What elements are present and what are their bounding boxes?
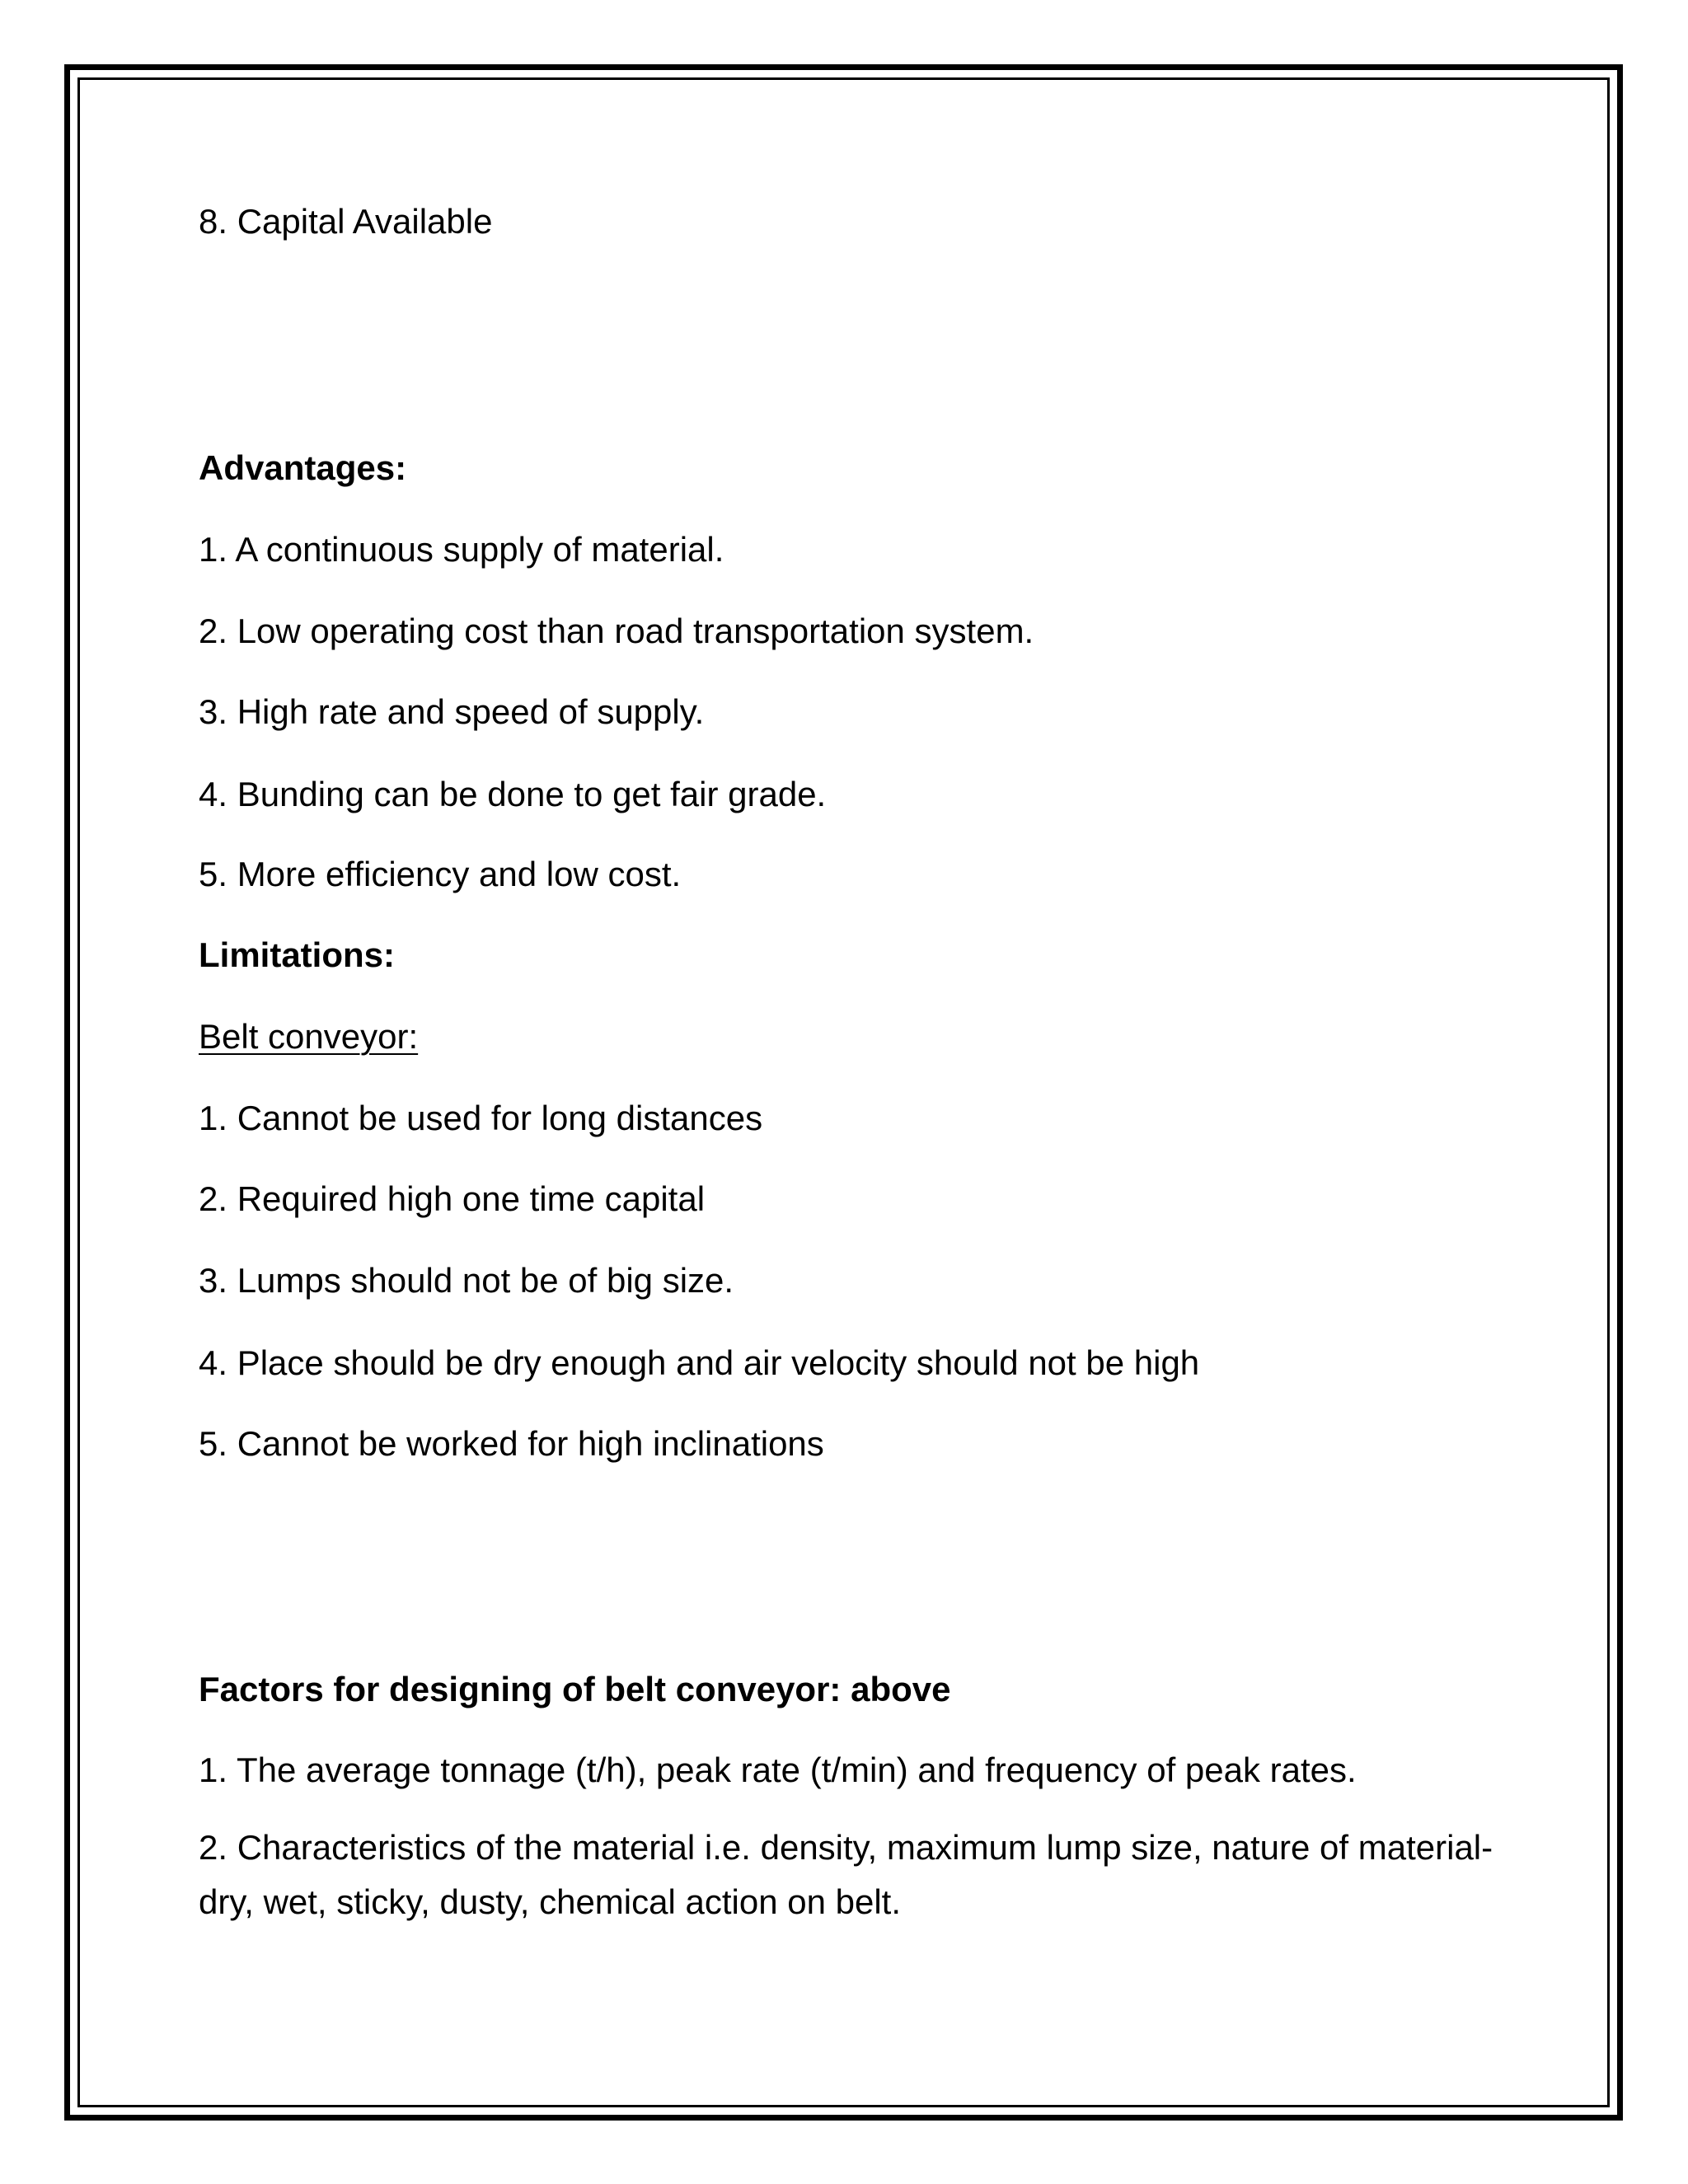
- advantages-item-3: 3. High rate and speed of supply.: [199, 692, 705, 731]
- limitations-item-2: 2. Required high one time capital: [199, 1179, 706, 1218]
- factors-heading: Factors for designing of belt conveyor: above: [199, 1670, 951, 1708]
- limitations-item-3: 3. Lumps should not be of big size.: [199, 1261, 734, 1300]
- page-border-inner: [77, 77, 1610, 2107]
- advantages-item-2: 2. Low operating cost than road transportation system.: [199, 612, 1034, 650]
- advantages-item-4: 4. Bunding can be done to get fair grade.: [199, 775, 827, 813]
- factors-item-2: 2. Characteristics of the material i.e. density, maximum lump size, nature of material-dry, wet, sticky, dusty, chemical action on belt.: [199, 1828, 1493, 1921]
- limitations-item-4: 4. Place should be dry enough and air velocity should not be high: [199, 1343, 1200, 1382]
- factors-item-1: 1. The average tonnage (t/h), peak rate (t/min) and frequency of peak rates.: [199, 1750, 1357, 1789]
- limitations-subheading: Belt conveyor:: [199, 1017, 419, 1056]
- limitations-heading: Limitations:: [199, 935, 395, 974]
- limitations-item-1: 1. Cannot be used for long distances: [199, 1099, 763, 1137]
- advantages-item-1: 1. A continuous supply of material.: [199, 530, 724, 569]
- advantages-heading: Advantages:: [199, 448, 407, 487]
- limitations-item-5: 5. Cannot be worked for high inclinations: [199, 1424, 824, 1463]
- intro-item: 8. Capital Available: [199, 202, 493, 241]
- advantages-item-5: 5. More efficiency and low cost.: [199, 855, 682, 893]
